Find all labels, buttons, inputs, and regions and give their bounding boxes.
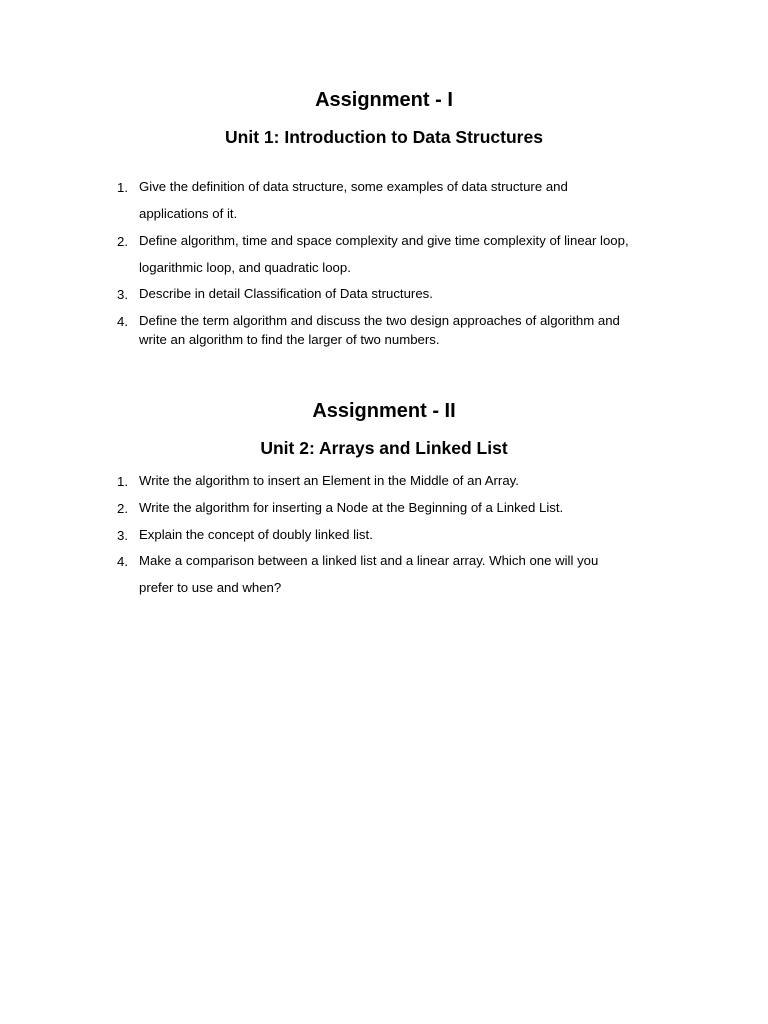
question-line: logarithmic loop, and quadratic loop. — [139, 259, 351, 275]
question-number: 4. — [117, 554, 128, 569]
question-text — [139, 495, 684, 522]
question-line: applications of it. — [139, 205, 238, 221]
question-number: 3. — [117, 528, 128, 543]
question-line: write an algorithm to find the larger of two numbers. — [139, 332, 440, 347]
question-line: Give the definition of data structure, some examples of data structure and — [139, 179, 568, 194]
question-line: Explain the concept of doubly linked list. — [139, 527, 373, 542]
question-text — [139, 281, 684, 308]
question-number: 1. — [117, 474, 128, 489]
question-line: prefer to use and when? — [139, 579, 282, 595]
question-text — [139, 468, 684, 495]
question-text — [139, 228, 684, 281]
unit-2-title: Unit 2: Arrays and Linked List — [260, 438, 508, 458]
question-text — [139, 522, 684, 549]
question-number: 3. — [117, 287, 128, 302]
question-line: Write the algorithm to insert an Element in the Middle of an Array. — [139, 473, 519, 488]
assignment-2-title: Assignment - II — [312, 400, 456, 422]
question-line: Make a comparison between a linked list and a linear array. Which one will you — [139, 553, 599, 568]
question-number: 2. — [117, 234, 128, 249]
assignment-1-title: Assignment - I — [315, 89, 453, 111]
question-number: 4. — [117, 314, 128, 329]
question-line: Define algorithm, time and space complexity and give time complexity of linear loop, — [139, 233, 629, 248]
question-line: Write the algorithm for inserting a Node at the Beginning of a Linked List. — [139, 500, 564, 515]
question-text — [139, 548, 684, 601]
question-line: Describe in detail Classification of Data structures. — [139, 286, 433, 301]
question-line: Define the term algorithm and discuss the two design approaches of algorithm and — [139, 313, 620, 328]
question-text — [139, 311, 684, 349]
unit-1-title: Unit 1: Introduction to Data Structures — [225, 127, 543, 147]
question-text — [139, 174, 684, 227]
question-number: 1. — [117, 180, 128, 195]
question-number: 2. — [117, 501, 128, 516]
